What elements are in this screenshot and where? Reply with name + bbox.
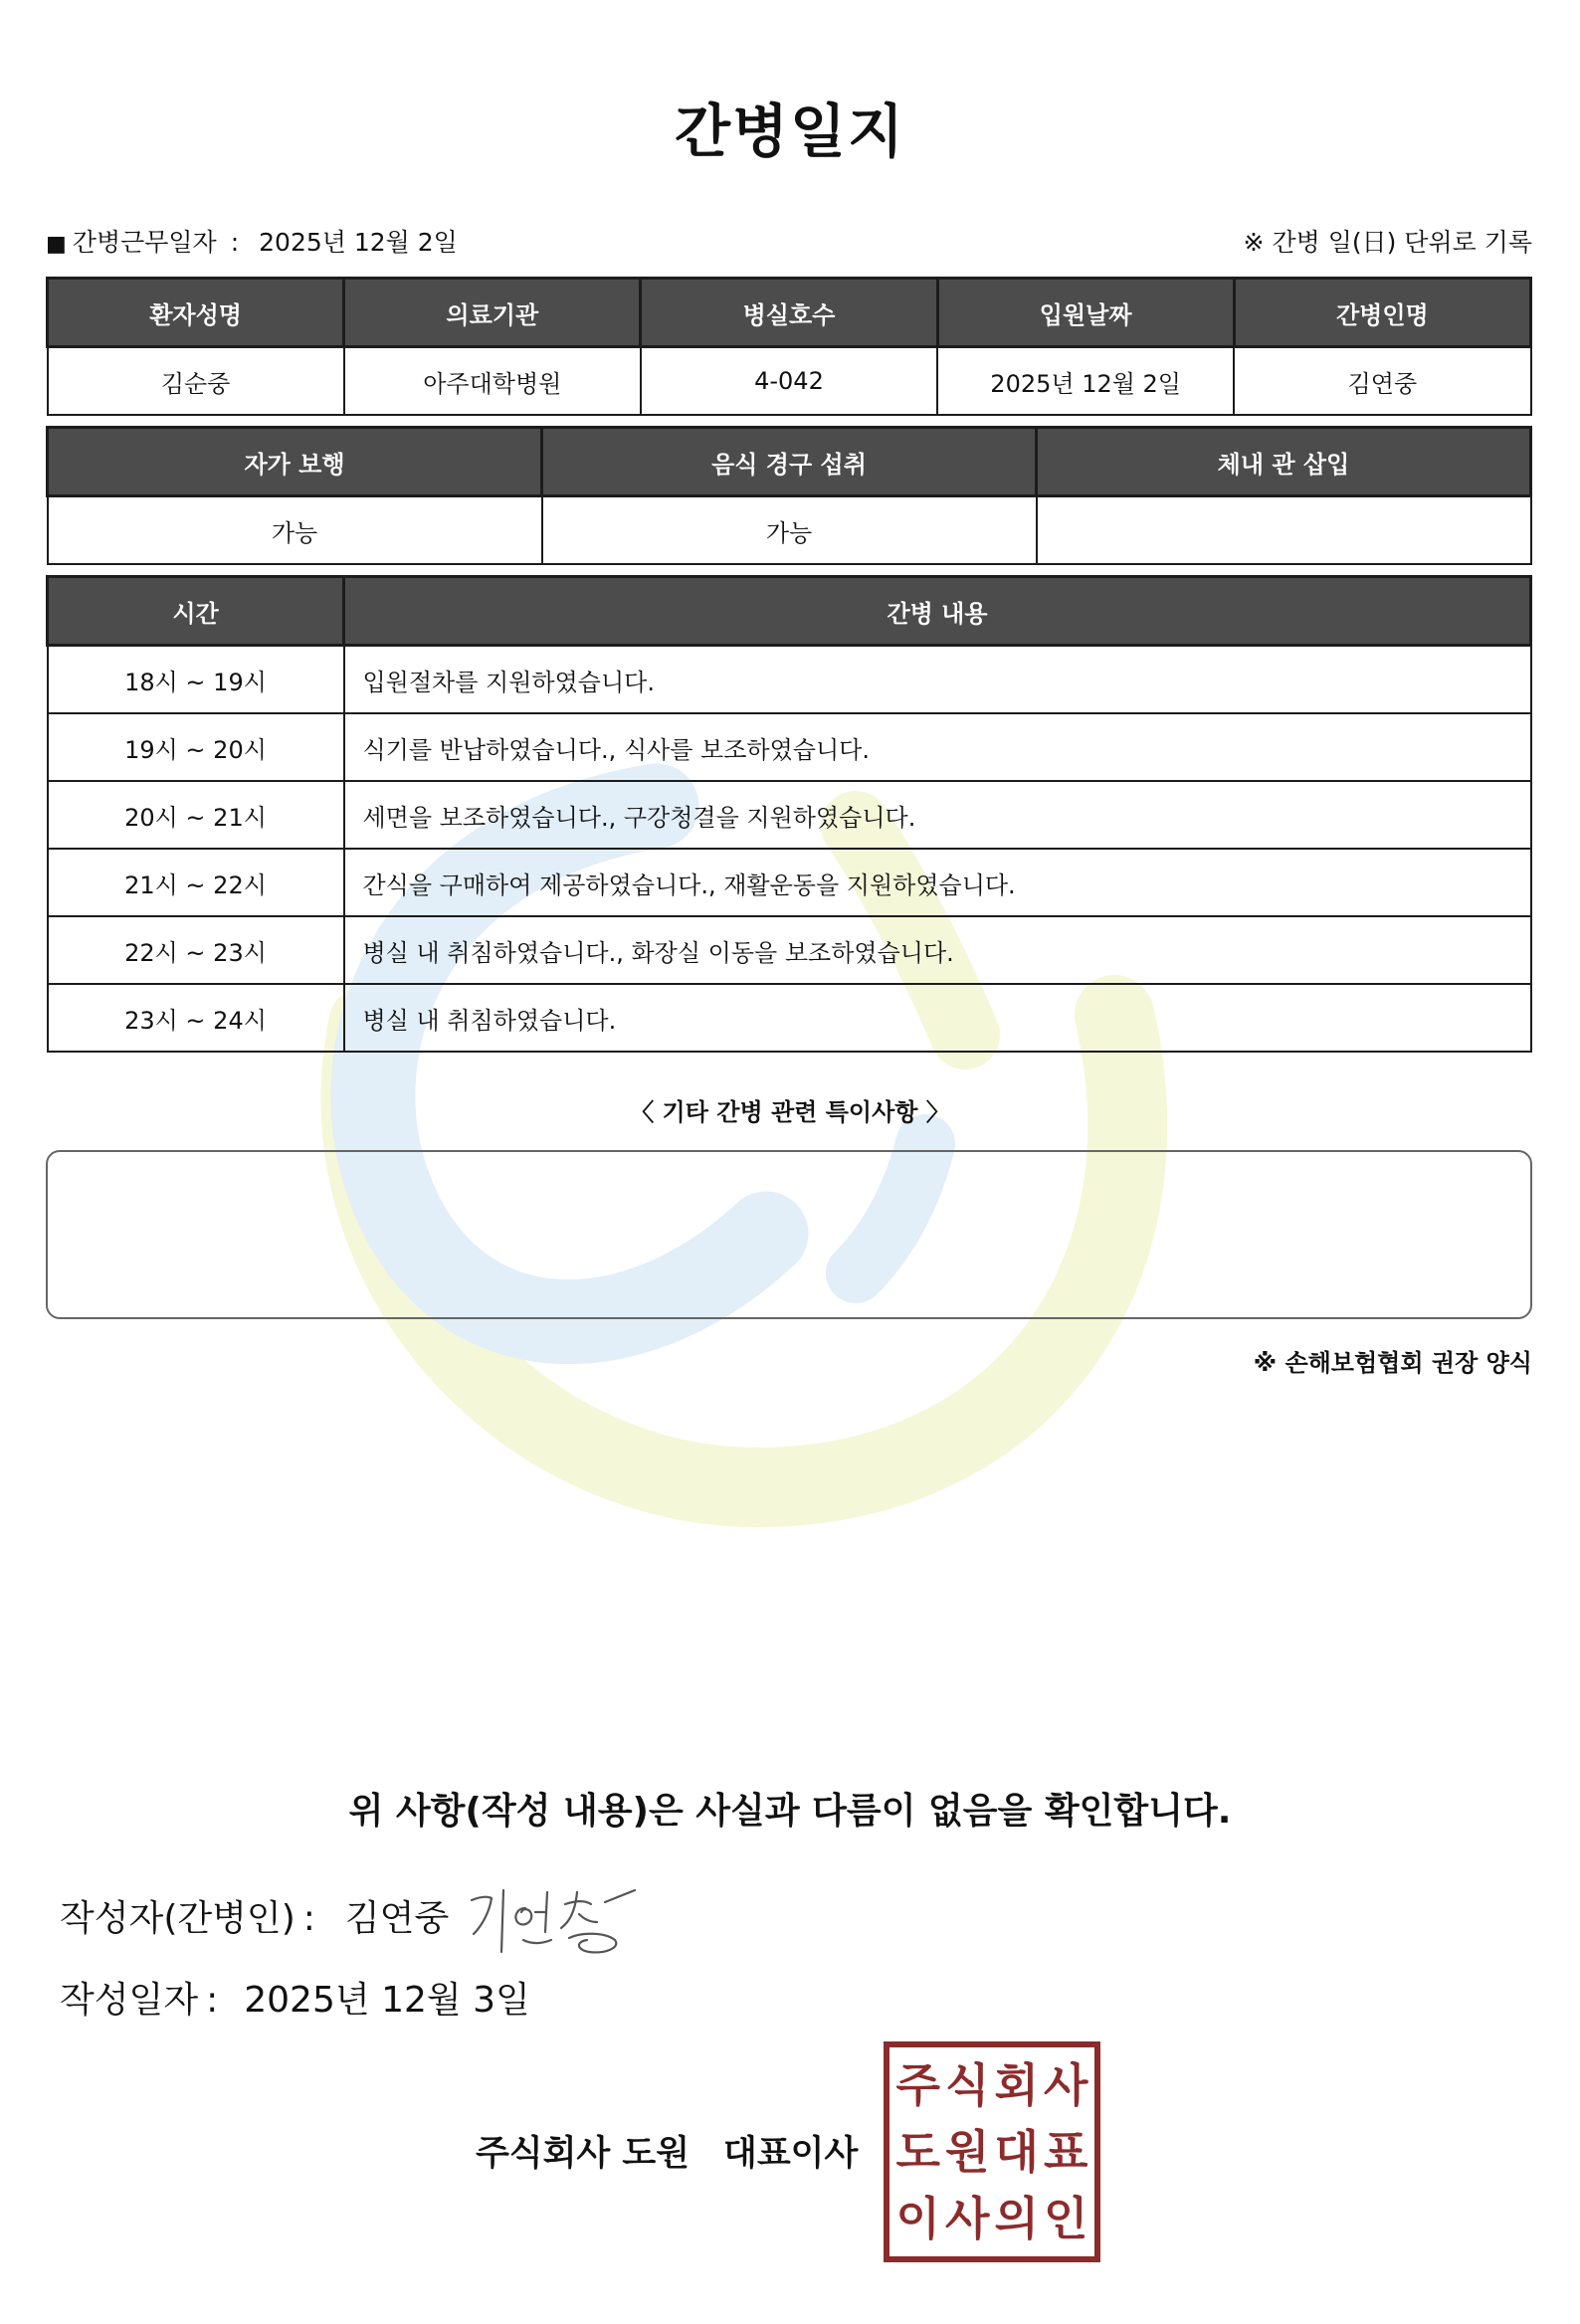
confirmation-statement: 위 사항(작성 내용)은 사실과 다름이 없음을 확인합니다. [348,1791,1232,1832]
writer-line [60,1894,449,1944]
seal-character: 주 [895,2057,940,2112]
table-row [48,781,1531,849]
seal-characters [893,2051,1090,2252]
patient-info-table [46,277,1532,416]
seal-character: 대 [994,2124,1039,2179]
log-time: 19시 ~ 20시 [48,713,344,781]
log-header-row [48,577,1531,646]
log-time: 18시 ~ 19시 [48,646,344,714]
company-seal-stamp [884,2041,1100,2262]
seal-character: 도 [895,2124,940,2179]
patient-header-row [48,279,1531,347]
seal-character: 식 [945,2057,990,2112]
seal-character: 사 [1044,2057,1088,2112]
patient-status-table [46,426,1532,565]
document-title: 간병일지 [674,97,906,165]
log-content: 입원절차를 지원하였습니다. [344,646,1531,714]
write-date-line [60,1976,530,2026]
log-time: 20시 ~ 21시 [48,781,344,849]
form-source-note: ※ 손해보험협회 권장 양식 [1253,1349,1532,1377]
work-date-line [46,225,458,263]
square-bullet: ■ [46,232,67,257]
header-oral-intake: 음식 경구 섭취 [542,428,1037,496]
header-tube-insertion: 체내 관 삽입 [1037,428,1531,496]
table-row [48,646,1531,714]
record-unit-note: ※ 간병 일(日) 단위로 기록 [1243,228,1532,257]
header-self-walking: 자가 보행 [48,428,542,496]
write-date-colon: : [206,1980,219,2021]
table-row [48,984,1531,1052]
log-content: 세면을 보조하였습니다., 구강청결을 지원하였습니다. [344,781,1531,849]
header-caregiver-name: 간병인명 [1234,279,1530,347]
write-date-value: 2025년 12월 3일 [244,1980,530,2021]
patient-value-row [48,347,1531,416]
table-row [48,916,1531,984]
special-notes-box [46,1150,1532,1319]
company-representative-title: 대표이사 [723,2134,859,2174]
special-notes-title: 〈 기타 간병 관련 특이사항 〉 [630,1098,950,1126]
log-content: 식기를 반납하였습니다., 식사를 보조하였습니다. [344,713,1531,781]
log-content: 병실 내 취침하였습니다. [344,984,1531,1052]
table-row [48,713,1531,781]
header-time: 시간 [48,577,344,646]
log-time: 21시 ~ 22시 [48,849,344,916]
header-room-number: 병실호수 [641,279,937,347]
signature-image [466,1882,645,1962]
admission-date-value: 2025년 12월 2일 [937,347,1234,416]
seal-character: 의 [994,2192,1039,2246]
writer-label: 작성자(간병인) [60,1898,296,1939]
seal-character: 원 [945,2124,990,2179]
tube-insertion-value [1037,496,1531,565]
write-date-label: 작성일자 [60,1980,199,2021]
room-number-value: 4-042 [641,347,937,416]
seal-character: 표 [1044,2124,1088,2179]
seal-character: 사 [945,2192,990,2246]
work-date-label: 간병근무일자 [72,228,217,257]
self-walking-value: 가능 [48,496,542,565]
header-hospital: 의료기관 [344,279,641,347]
work-date-value: 2025년 12월 2일 [259,228,458,257]
header-care-content: 간병 내용 [344,577,1531,646]
table-row [48,849,1531,916]
log-time: 23시 ~ 24시 [48,984,344,1052]
oral-intake-value: 가능 [542,496,1037,565]
company-line [476,2129,858,2179]
company-name: 주식회사 도원 [476,2134,691,2174]
log-content: 병실 내 취침하였습니다., 화장실 이동을 보조하였습니다. [344,916,1531,984]
hospital-value: 아주대학병원 [344,347,641,416]
writer-name: 김연중 [344,1898,450,1939]
header-patient-name: 환자성명 [48,279,344,347]
patient-name-value: 김순중 [48,347,344,416]
seal-character: 인 [1044,2192,1088,2246]
status-header-row [48,428,1531,496]
status-value-row [48,496,1531,565]
care-log-table [46,575,1532,1053]
log-content: 간식을 구매하여 제공하였습니다., 재활운동을 지원하였습니다. [344,849,1531,916]
work-date-colon: : [230,228,240,257]
writer-colon: : [302,1898,315,1939]
seal-character: 이 [895,2192,940,2246]
log-time: 22시 ~ 23시 [48,916,344,984]
caregiver-name-value: 김연중 [1234,347,1530,416]
header-admission-date: 입원날짜 [937,279,1234,347]
seal-character: 회 [994,2057,1039,2112]
